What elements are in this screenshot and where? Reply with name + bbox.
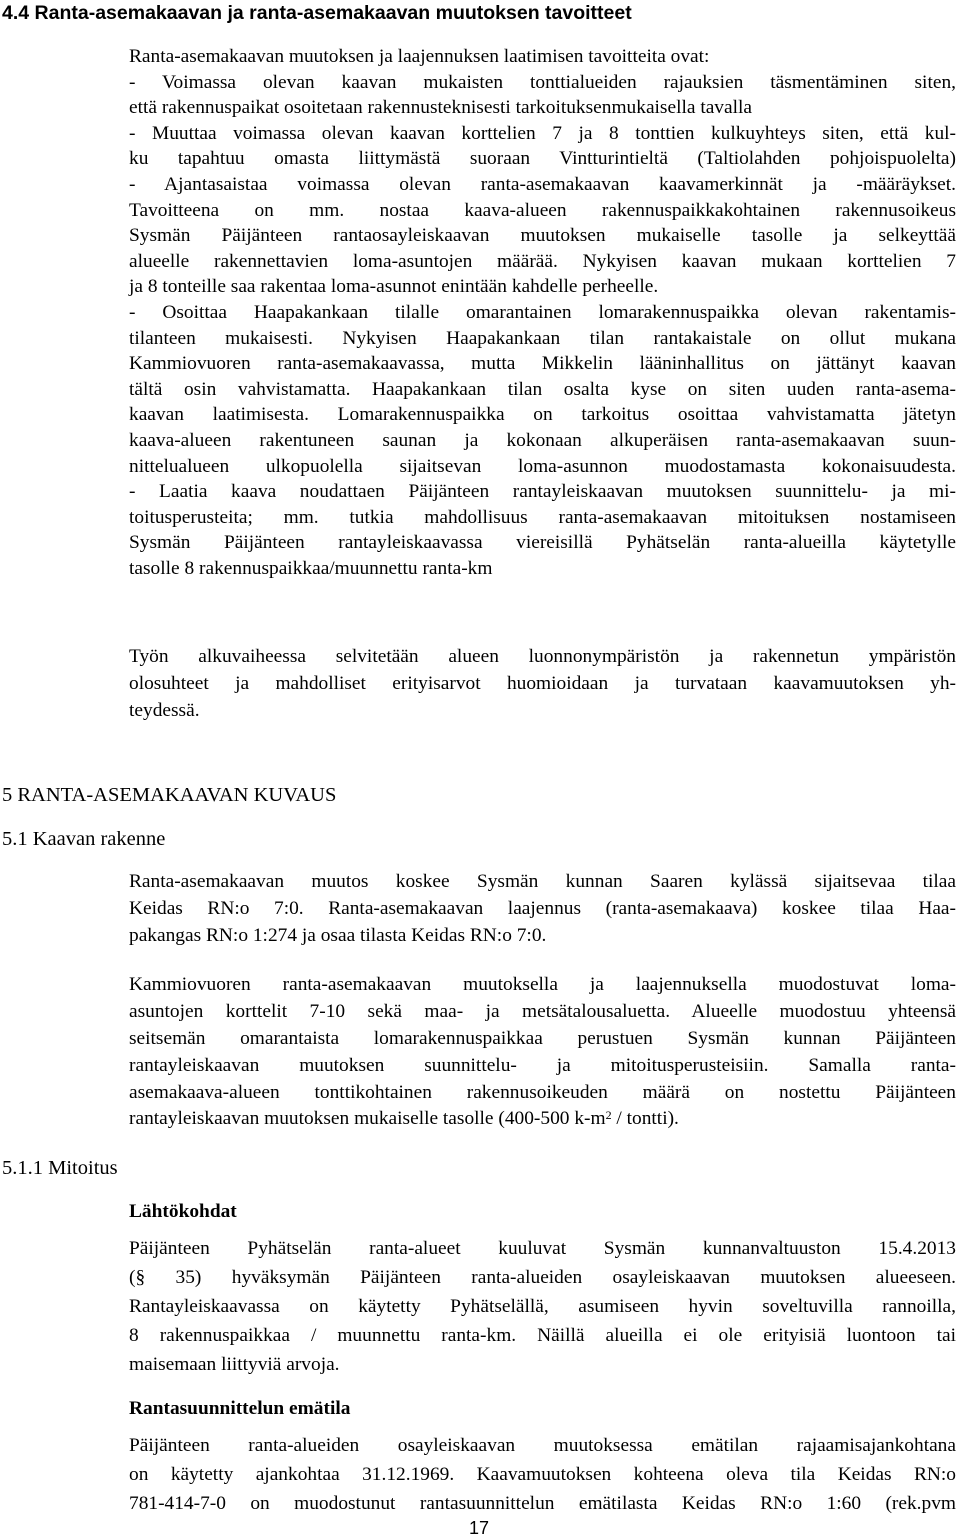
paragraph-line: tasolle 8 rakennuspaikkaa/muunnettu ranta-km (129, 558, 493, 579)
paragraph-line: nittelualueen ulkopuolella sijaitsevan loma-asunnon muodostamasta kokonaisuudesta. (129, 455, 956, 477)
paragraph-line: - Ajantasaistaa voimassa olevan ranta-asemakaavan kaavamerkinnät ja -määräykset. (129, 174, 956, 195)
paragraph-line: Ranta-asemakaavan muutos koskee Sysmän kunnan Saaren kylässä sijaitsevaa tilaa (129, 871, 956, 892)
paragraph-line: Päijänteen Pyhätselän ranta-alueet kuuluvat Sysmän kunnanvaltuuston 15.4.2013 (129, 1238, 956, 1259)
paragraph-line: Ranta-asemakaavan muutoksen ja laajennuksen laatimisen tavoitteita ovat: (129, 46, 710, 67)
paragraph-line: tilanteen mukaisesti. Nykyisen Haapakankaan tilan rantakaistale on ollut mukana (129, 327, 956, 349)
paragraph-line: - Laatia kaava noudattaen Päijänteen rantayleiskaavan muutoksen suunnittelu- ja mi- (129, 481, 956, 503)
section-heading-5-1: 5.1 Kaavan rakenne (2, 828, 166, 850)
paragraph-line: toitusperusteita; mm. tutkia mahdollisuus ranta-asemakaavan mitoituksen nostamiseen (129, 506, 956, 528)
paragraph-line: alueelle rakennettavien loma-asuntojen määrää. Nykyisen kaavan mukaan korttelien 7 (129, 250, 956, 272)
paragraph-line (129, 1107, 679, 1131)
paragraph-line: teydessä. (129, 700, 200, 721)
paragraph-line: Keidas RN:o 7:0. Ranta-asemakaavan laajennus (ranta-asemakaava) koskee tilaa Haa- (129, 898, 956, 919)
paragraph-line: (§ 35) hyväksymän Päijänteen ranta-alueiden osayleiskaavan muutoksen alueeseen. (129, 1267, 956, 1288)
paragraph-line: 8 rakennuspaikkaa / muunnettu ranta-km. Näillä alueilla ei ole erityisiä luontoon tai (129, 1325, 956, 1346)
paragraph-line: kaavan laatimisesta. Lomarakennuspaikka on tarkoitus osoittaa vahvistamatta jätetyn (129, 404, 956, 426)
paragraph-line: Tavoitteena on mm. nostaa kaava-alueen rakennuspaikkakohtainen rakennusoikeus (129, 199, 956, 221)
paragraph-line: seitsemän omarantaista lomarakennuspaikkaa perustuen Sysmän kunnan Päijänteen (129, 1028, 956, 1049)
section-heading-4-4: 4.4 Ranta-asemakaavan ja ranta-asemakaavan muutoksen tavoitteet (2, 2, 632, 24)
superscript: 2 (605, 1108, 612, 1122)
paragraph-line: Päijänteen ranta-alueiden osayleiskaavan muutoksessa emätilan rajaamisajankohtana (129, 1435, 956, 1456)
subheading-lahtokohdat: Lähtökohdat (129, 1201, 237, 1222)
paragraph-line: 781-414-7-0 on muodostunut rantasuunnittelun emätilasta Keidas RN:o 1:60 (rek.pvm (129, 1493, 956, 1514)
paragraph-line: asemakaava-alueen tonttikohtainen rakennusoikeuden määrä on nostettu Päijänteen (129, 1082, 956, 1103)
paragraph-line: kaava-alueen rakentuneen saunan ja kokonaan alkuperäisen ranta-asemakaavan suun- (129, 430, 956, 451)
paragraph-line: olosuhteet ja mahdolliset erityisarvot huomioidaan ja turvataan kaavamuutoksen yh- (129, 673, 956, 694)
text-run: rantayleiskaavan muutoksen mukaiselle tasolle (400-500 k-m (129, 1108, 606, 1129)
subheading-ematila: Rantasuunnittelun emätila (129, 1398, 351, 1419)
paragraph-line: Rantayleiskaavassa on käytetty Pyhätselällä, asumiseen hyvin soveltuvilla rannoilla, (129, 1296, 956, 1317)
paragraph-line: - Voimassa olevan kaavan mukaisten tonttialueiden rajauksien täsmentäminen siten, (129, 71, 956, 93)
paragraph-line: on käytetty ajankohtaa 31.12.1969. Kaavamuutoksen kohteena oleva tila Keidas RN:o (129, 1464, 956, 1485)
text-run: / tontti). (611, 1108, 679, 1129)
paragraph-line: tältä osin vahvistamatta. Haapakankaan tilan osalta kyse on siten uuden ranta-asema- (129, 378, 956, 400)
section-heading-5: 5 RANTA-ASEMAKAAVAN KUVAUS (2, 784, 337, 806)
paragraph-line: Työn alkuvaiheessa selvitetään alueen luonnonympäristön ja rakennetun ympäristön (129, 646, 956, 667)
paragraph-line: - Muuttaa voimassa olevan kaavan korttelien 7 ja 8 tonttien kulkuyhteys siten, että kul- (129, 122, 956, 144)
paragraph-line: Kammiovuoren ranta-asemakaavassa, mutta Mikkelin lääninhallitus on jättänyt kaavan (129, 353, 956, 375)
paragraph-line: ku tapahtuu omasta liittymästä suoraan Vintturintieltä (Taltiolahden pohjoispuolelta) (129, 148, 956, 170)
paragraph-line: Kammiovuoren ranta-asemakaavan muutoksella ja laajennuksella muodostuvat loma- (129, 974, 956, 995)
paragraph-line: asuntojen korttelit 7-10 sekä maa- ja metsätalousaluetta. Alueelle muodostuu yhteensä (129, 1001, 956, 1022)
page-number: 17 (469, 1518, 490, 1538)
paragraph-line: maisemaan liittyviä arvoja. (129, 1354, 340, 1375)
paragraph-line: ja 8 tonteille saa rakentaa loma-asunnot enintään kahdelle perheelle. (129, 276, 659, 298)
paragraph-line: pakangas RN:o 1:274 ja osaa tilasta Keidas RN:o 7:0. (129, 925, 547, 946)
section-heading-5-1-1: 5.1.1 Mitoitus (2, 1157, 118, 1179)
paragraph-line: rantayleiskaavan muutoksen suunnittelu- ja mitoitusperusteisiin. Samalla ranta- (129, 1055, 956, 1076)
paragraph-line: että rakennuspaikat osoitetaan rakennusteknisesti tarkoituksenmukaisella tavalla (129, 97, 752, 119)
paragraph-line: Sysmän Päijänteen rantayleiskaavassa viereisillä Pyhätselän ranta-alueilla käytetylle (129, 532, 956, 554)
paragraph-line: - Osoittaa Haapakankaan tilalle omarantainen lomarakennuspaikka olevan rakentamis- (129, 302, 956, 323)
paragraph-line: Sysmän Päijänteen rantaosayleiskaavan muutoksen mukaiselle tasolle ja selkeyttää (129, 225, 956, 247)
